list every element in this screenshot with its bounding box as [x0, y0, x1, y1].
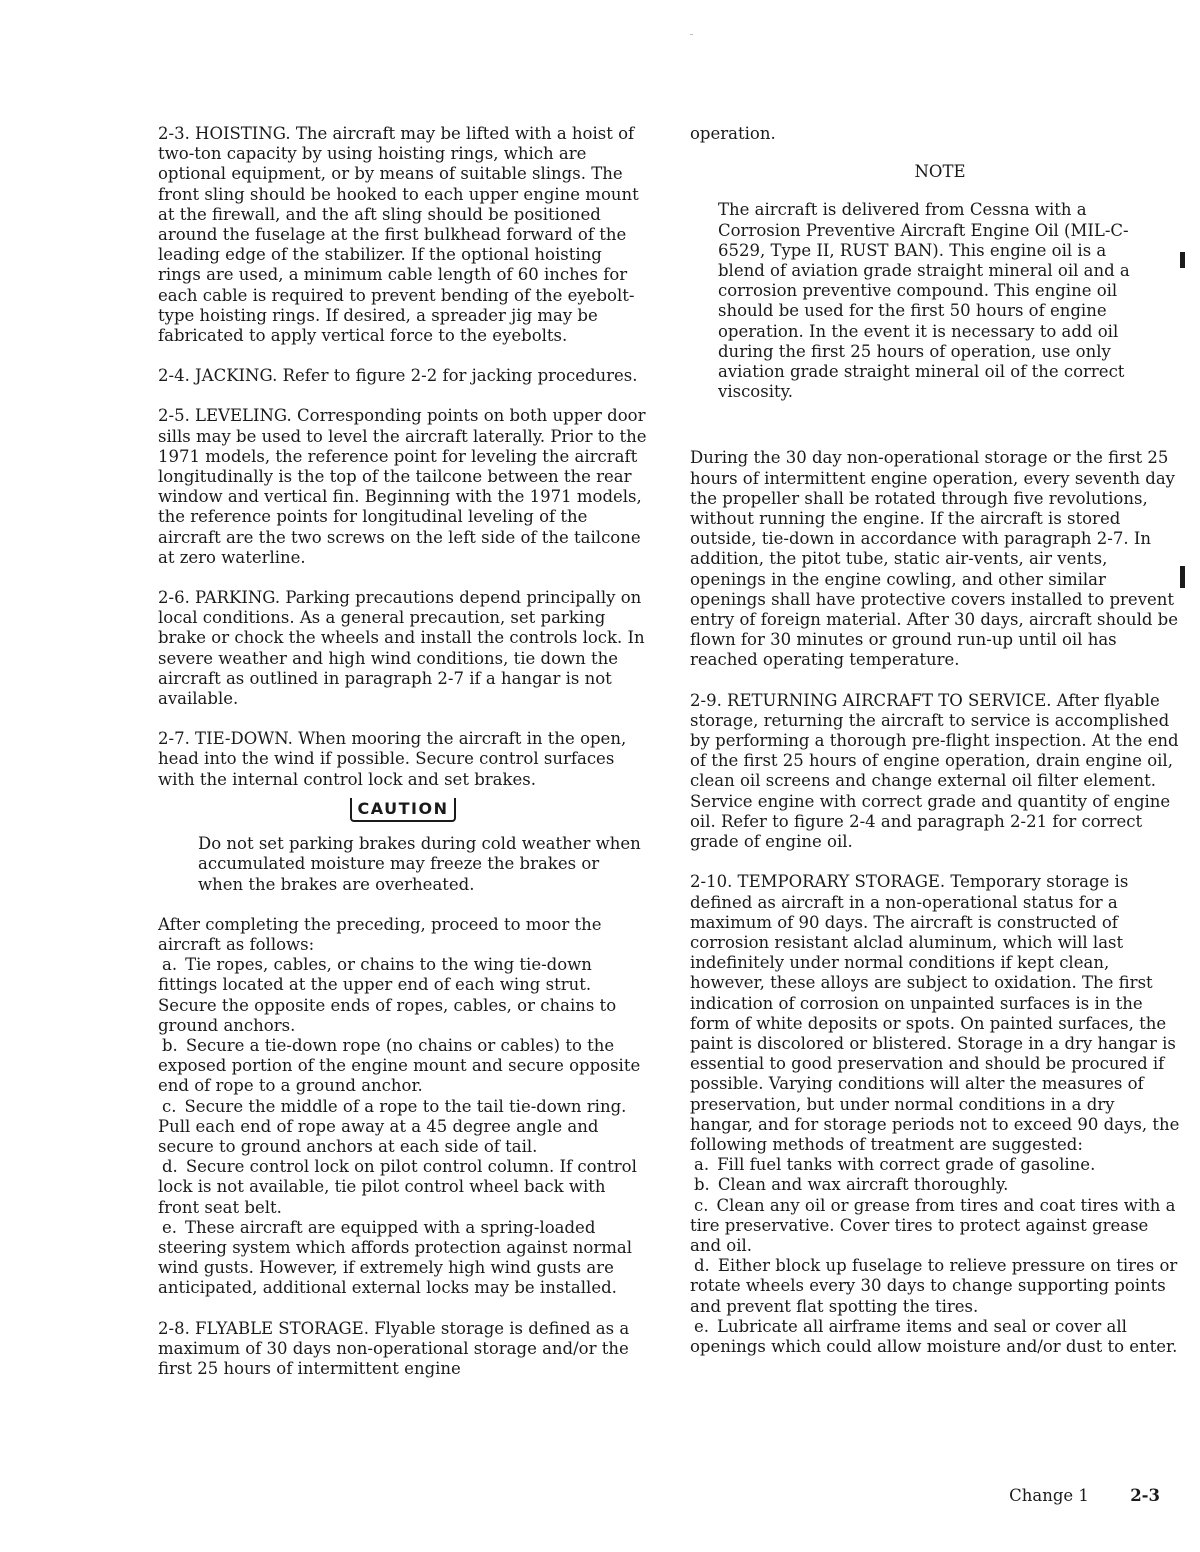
list-item-text: Lubricate all airframe items and seal or cover all openings which could allow moisture and/or dust to enter.: [690, 1316, 1178, 1356]
section-2-10-temporary-storage: 2-10. TEMPORARY STORAGE. Temporary storage is defined as aircraft in a non-operational status for a maximum of 90 days. The aircraft is constructed of corrosion resistant alclad aluminum, which will last indefinitely under normal conditions if kept clean, however, these alloys are subject to oxidation. The first indication of corrosion on unpainted surfaces is in the form of white deposits or spots. On painted surfaces, the paint is discolored or blistered. Storage in a dry hangar is essential to good preservation and should be procured if possible. Varying conditions will alter the measures of preservation, but under normal conditions in a dry hangar, and for storage periods not to exceed 90 days, the following methods of treatment are suggested:: [690, 872, 1180, 1154]
storage-paragraph: During the 30 day non-operational storage or the first 25 hours of intermittent engine operation, every seventh day the propeller shall be rotated through five revolutions, without running the engine. If the aircraft is stored outside, tie-down in accordance with paragraph 2-7. In addition, the pitot tube, static air-vents, air vents, openings in the engine cowling, and other similar openings shall have protective covers installed to prevent entry of foreign material. After 30 days, aircraft should be flown for 30 minutes or ground run-up until oil has reached operating temperature.: [690, 448, 1179, 670]
list-item: [690, 1155, 1180, 1175]
change-bar: [1180, 252, 1185, 268]
list-item-label: d.: [162, 1157, 178, 1177]
list-item-text: Either block up fuselage to relieve pressure on tires or rotate wheels every 30 days to change supporting points and prevent flat spotting the tires.: [690, 1256, 1178, 1316]
list-item: [690, 1175, 1180, 1195]
section-2-3-hoisting: 2-3. HOISTING. The aircraft may be lifted with a hoist of two-ton capacity by using hoisting rings, which are optional equipment, or by means of suitable slings. The front sling should be hooked to each upper engine mount at the firewall, and the aft sling should be positioned around the fuselage at the first bulkhead forward of the leading edge of the stabilizer. If the optional hoisting rings are used, a minimum cable length of 60 inches for each cable is required to prevent bending of the eyebolt-type hoisting rings. If desired, a spreader jig may be fabricated to apply vertical force to the eyebolts.: [158, 124, 639, 346]
list-item-text: Secure a tie-down rope (no chains or cables) to the exposed portion of the engine mount and secure opposite end of rope to a ground anchor.: [158, 1035, 641, 1096]
section-2-9-returning-to-service: 2-9. RETURNING AIRCRAFT TO SERVICE. After flyable storage, returning the aircraft to service is accomplished by performing a thorough pre-flight inspection. At the end of the first 25 hours of engine operation, drain engine oil, clean oil screens and change external oil filter element. Service engine with correct grade and quantity of engine oil. Refer to figure 2-4 and paragraph 2-21 for correct grade of engine oil.: [690, 690, 1179, 852]
mooring-intro: After completing the preceding, proceed to moor the aircraft as follows:: [158, 914, 602, 954]
note-text: The aircraft is delivered from Cessna with a Corrosion Preventive Aircraft Engine Oil (MIL-C-6529, Type II, RUST BAN). This engine oil is a blend of aviation grade straight mineral oil and a corrosion preventive compound. This engine oil should be used for the first 50 hours of engine operation. In the event it is necessary to add oil during the first 25 hours of operation, use only aviation grade straight mineral oil of the correct viscosity.: [718, 200, 1130, 402]
list-item-text: Tie ropes, cables, or chains to the wing tie-down fittings located at the upper end of each wing strut. Secure the opposite ends of ropes, cables, or chains to ground anchors.: [158, 955, 617, 1035]
list-item-label: c.: [162, 1096, 177, 1116]
caution-text: Do not set parking brakes during cold weather when accumulated moisture may freeze the brakes or when the brakes are overheated.: [198, 834, 641, 894]
note-title: NOTE: [914, 162, 966, 182]
list-item: [158, 1157, 648, 1218]
list-item-text: Clean and wax aircraft thoroughly.: [717, 1175, 1009, 1195]
list-item-label: a.: [694, 1155, 710, 1175]
section-2-4-jacking: 2-4. JACKING. Refer to figure 2-2 for jacking procedures.: [158, 366, 638, 386]
list-item-text: Fill fuel tanks with correct grade of gasoline.: [717, 1155, 1096, 1175]
list-item: [158, 955, 648, 1036]
change-bar: [1180, 566, 1185, 588]
list-item-label: e.: [694, 1316, 710, 1336]
mooring-list: [158, 955, 648, 1298]
page-number: 2-3: [1130, 1486, 1160, 1505]
storage-treatment-list: [690, 1155, 1180, 1357]
list-item: [690, 1196, 1180, 1257]
list-item-text: Clean any oil or grease from tires and coat tires with a tire preservative. Cover tires to protect against grease and oil.: [690, 1195, 1176, 1255]
scan-mark: [690, 34, 693, 35]
list-item: [158, 1036, 648, 1097]
section-2-5-leveling: 2-5. LEVELING. Corresponding points on both upper door sills may be used to level the aircraft laterally. Prior to the 1971 models, the reference point for leveling the aircraft longitudinally is the top of the tailcone between the rear window and vertical fin. Beginning with the 1971 models, the reference points for longitudinal leveling of the aircraft are the two screws on the left side of the tailcone at zero waterline.: [158, 406, 647, 567]
caution-label: CAUTION: [350, 798, 457, 822]
list-item-label: a.: [162, 955, 178, 975]
list-item-label: b.: [162, 1035, 178, 1055]
list-item-text: Secure the middle of a rope to the tail tie-down ring. Pull each end of rope away at a 45 degree angle and secure to ground anchors at each side of tail.: [158, 1096, 627, 1156]
section-2-7-tie-down: 2-7. TIE-DOWN. When mooring the aircraft in the open, head into the wind if possible. Secure control surfaces with the internal control lock and set brakes.: [158, 729, 627, 789]
section-2-6-parking: 2-6. PARKING. Parking precautions depend principally on local conditions. As a general precaution, set parking brake or chock the wheels and install the controls lock. In severe weather and high wind conditions, tie down the aircraft as outlined in paragraph 2-7 if a hangar is not available.: [158, 588, 645, 709]
list-item: [690, 1256, 1180, 1317]
caution-banner: [158, 798, 648, 822]
change-number: Change 1: [1009, 1486, 1089, 1505]
list-item: [690, 1317, 1180, 1357]
list-item-text: These aircraft are equipped with a spring-loaded steering system which affords protection against normal wind gusts. However, if extremely high wind gusts are anticipated, additional external locks may be installed.: [158, 1217, 632, 1298]
page-footer: [1009, 1486, 1160, 1506]
list-item-text: Secure control lock on pilot control column. If control lock is not available, tie pilot control wheel back with front seat belt.: [158, 1157, 637, 1217]
list-item-label: c.: [694, 1195, 709, 1215]
section-2-8-continued: operation.: [690, 124, 776, 143]
list-item-label: d.: [694, 1256, 710, 1276]
list-item-label: e.: [162, 1217, 178, 1237]
right-column: [690, 124, 1180, 1357]
list-item-label: b.: [694, 1175, 710, 1195]
list-item: [158, 1097, 648, 1158]
list-item: [158, 1218, 648, 1299]
left-column: [158, 124, 648, 1379]
section-2-8-flyable-storage: 2-8. FLYABLE STORAGE. Flyable storage is defined as a maximum of 30 days non-operational storage and/or the first 25 hours of intermittent engine: [158, 1318, 630, 1378]
